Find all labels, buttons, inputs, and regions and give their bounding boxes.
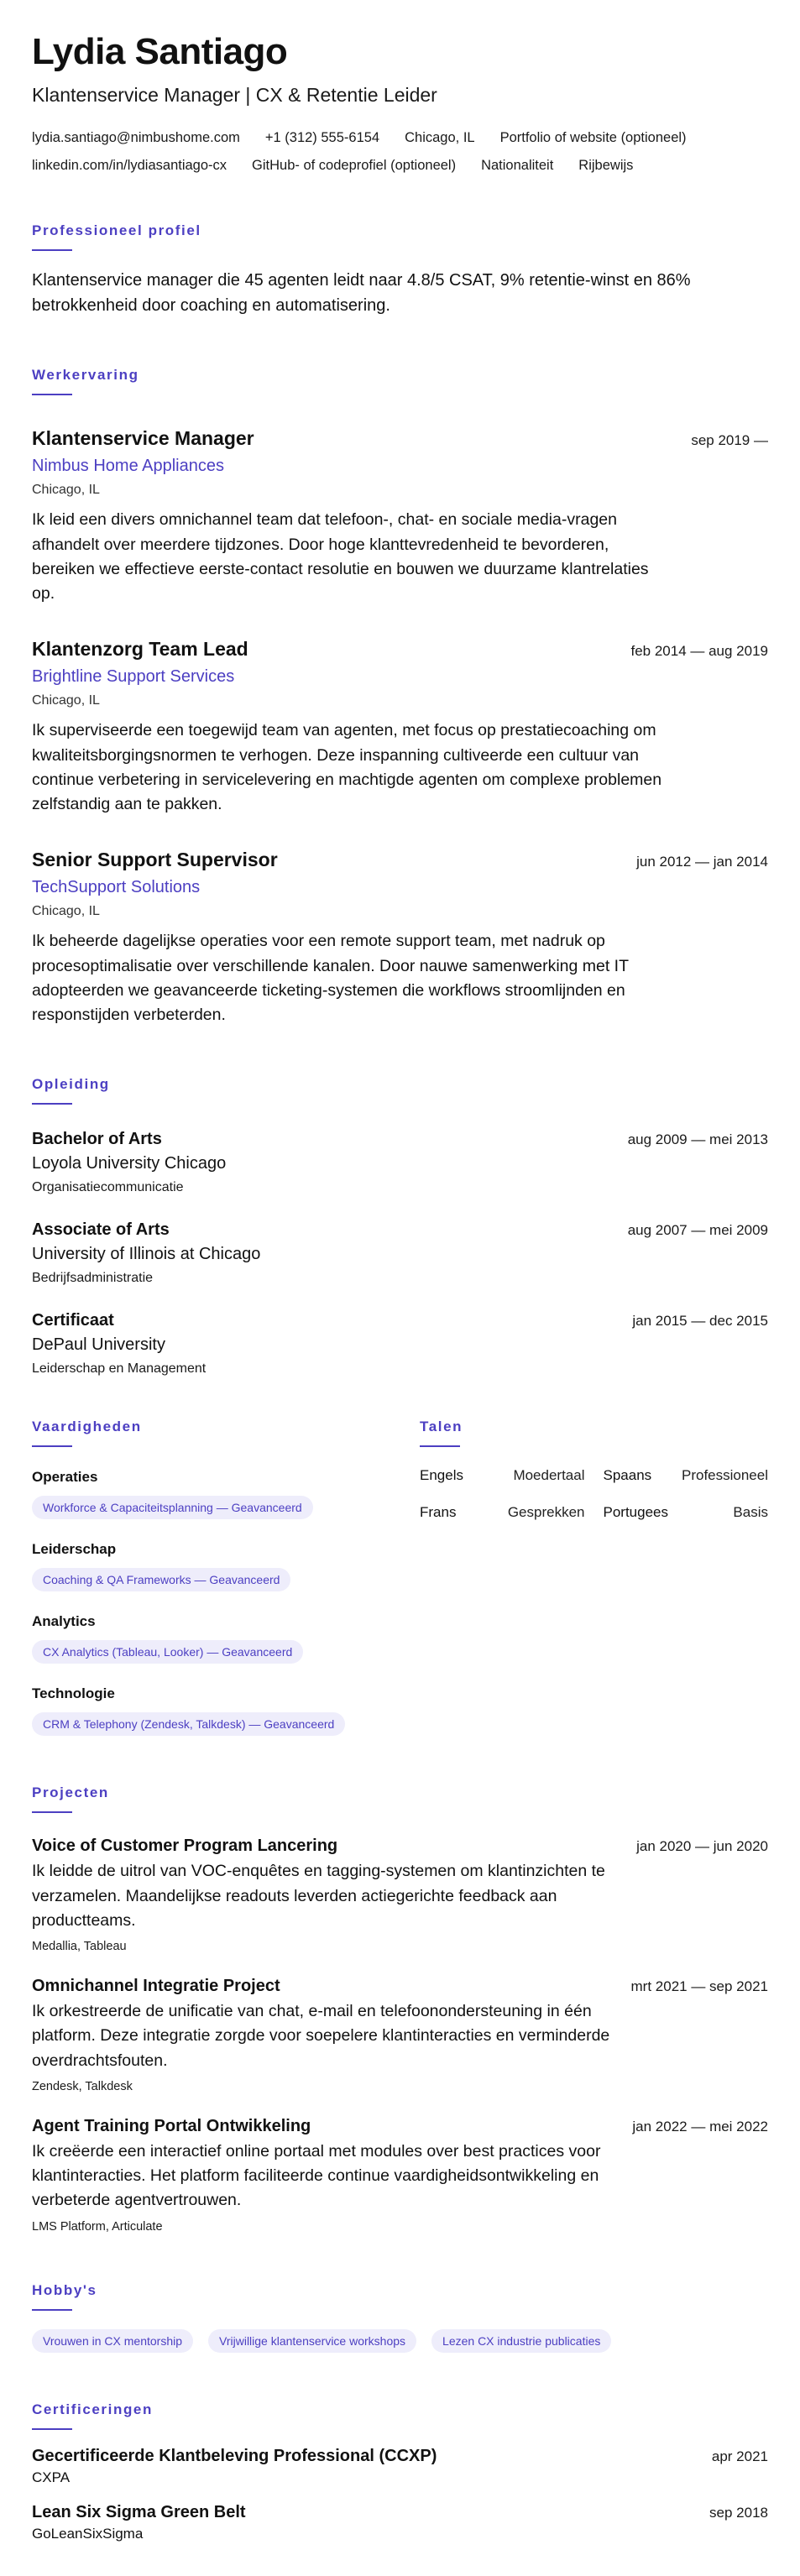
project-title: Omnichannel Integratie Project xyxy=(32,1977,280,1996)
section-divider xyxy=(32,2309,72,2311)
language-item xyxy=(604,1504,769,1521)
education-degree: Associate of Arts xyxy=(32,1220,170,1240)
project-entry xyxy=(32,1837,768,1953)
education-school: DePaul University xyxy=(32,1335,165,1355)
skill-category: Operaties xyxy=(32,1469,98,1486)
language-level: Moedertaal xyxy=(513,1467,585,1484)
language-list xyxy=(420,1467,768,1521)
education-dates: aug 2009 — mei 2013 xyxy=(627,1131,768,1148)
project-dates: mrt 2021 — sep 2021 xyxy=(630,1978,768,1995)
skill-pill: Coaching & QA Frameworks — Geavanceerd xyxy=(32,1568,290,1591)
job-company: Nimbus Home Appliances xyxy=(32,457,224,476)
job-dates: feb 2014 — aug 2019 xyxy=(630,643,768,660)
education-degree: Bachelor of Arts xyxy=(32,1130,162,1149)
section-title: Projecten xyxy=(32,1784,109,1801)
job-entry xyxy=(32,427,768,606)
candidate-subtitle: Klantenservice Manager | CX & Retentie Leider xyxy=(32,84,437,107)
language-name: Frans xyxy=(420,1504,457,1521)
skill-pill: CRM & Telephony (Zendesk, Talkdesk) — Geavanceerd xyxy=(32,1712,345,1736)
skill-category: Analytics xyxy=(32,1613,96,1630)
certification-issuer: CXPA xyxy=(32,2469,71,2485)
language-name: Engels xyxy=(420,1467,463,1484)
profile-text: Klantenservice manager die 45 agenten leidt naar 4.8/5 CSAT, 9% retentie-winst en 86% betrokkenheid door coaching en automatisering. xyxy=(32,271,691,316)
education-field: Leiderschap en Management xyxy=(32,1361,207,1377)
project-tools: Medallia, Tableau xyxy=(32,1940,127,1954)
hobby-list xyxy=(32,2329,768,2353)
skill-pill: Workforce & Capaciteitsplanning — Geavanceerd xyxy=(32,1496,313,1519)
language-level: Gesprekken xyxy=(507,1504,585,1521)
job-location: Chicago, IL xyxy=(32,483,100,498)
education-dates: jan 2015 — dec 2015 xyxy=(632,1313,768,1330)
job-description: Ik superviseerde een toegewijd team van agenten, met focus op prestatiecoaching om kwaliteitsborgingsnormen te verhogen. Deze inspanning cultiveerde een cultuur van continue verbetering in servicelevering en machtigde agenten om complexe problemen zelfstandig aan te pakken. xyxy=(32,721,662,814)
section-title: Certificeringen xyxy=(32,2401,153,2417)
languages-section xyxy=(420,1419,768,1736)
project-tools: Zendesk, Talkdesk xyxy=(32,2079,133,2093)
certification-issuer: GoLeanSixSigma xyxy=(32,2525,144,2542)
contact-license: Rijbewijs xyxy=(578,158,634,174)
certification-entry xyxy=(32,2503,768,2542)
section-divider xyxy=(32,1811,72,1813)
skill-group xyxy=(32,1541,420,1591)
job-description: Ik leid een divers omnichannel team dat telefoon-, chat- en sociale media-vragen afhandelt over meerdere tijdzones. Door hoge klanttevredenheid te bevorderen, bereiken we effectieve eerste-contact resolutie en bouwen we duurzame klantrelaties op. xyxy=(32,510,649,604)
contact-location: Chicago, IL xyxy=(405,130,475,146)
skill-category: Technologie xyxy=(32,1685,115,1702)
certification-title: Lean Six Sigma Green Belt xyxy=(32,2502,246,2521)
skill-group xyxy=(32,1685,420,1736)
hobby-pill: Vrouwen in CX mentorship xyxy=(32,2329,193,2353)
project-title: Agent Training Portal Ontwikkeling xyxy=(32,2116,311,2135)
contact-email[interactable]: lydia.santiago@nimbushome.com xyxy=(32,130,240,146)
project-entry xyxy=(32,1977,768,2093)
education-school: University of Illinois at Chicago xyxy=(32,1245,261,1264)
experience-section xyxy=(32,367,768,1027)
project-description: Ik leidde de uitrol van VOC-enquêtes en tagging-systemen om klantinzichten te verzamelen. Maandelijkse readouts leverden actiegerichte feedback aan productteams. xyxy=(32,1862,605,1930)
education-section xyxy=(32,1076,768,1377)
job-entry xyxy=(32,849,768,1027)
language-level: Basis xyxy=(733,1504,768,1521)
hobby-pill: Vrijwillige klantenservice workshops xyxy=(208,2329,416,2353)
section-divider xyxy=(32,2428,72,2430)
job-description: Ik beheerde dagelijkse operaties voor een remote support team, met nadruk op procesoptimalisatie over verschillende kanalen. Door nauwe samenwerking met IT adopteerden we geavanceerde ticketing-systemen die workflows stroomlijnden en responstijden verbeterden. xyxy=(32,932,629,1025)
contact-github[interactable]: GitHub- of codeprofiel (optioneel) xyxy=(252,158,457,174)
projects-section xyxy=(32,1784,768,2233)
profile-section xyxy=(32,222,768,318)
education-dates: aug 2007 — mei 2009 xyxy=(627,1222,768,1239)
job-company: Brightline Support Services xyxy=(32,667,235,687)
resume-header xyxy=(32,32,768,174)
section-divider xyxy=(32,1445,72,1447)
education-degree: Certificaat xyxy=(32,1311,114,1330)
section-divider xyxy=(32,1103,72,1105)
contact-nationality: Nationaliteit xyxy=(481,158,554,174)
skill-group xyxy=(32,1469,420,1519)
section-divider xyxy=(32,394,72,395)
job-company: TechSupport Solutions xyxy=(32,878,201,897)
language-item xyxy=(420,1504,585,1521)
skill-group xyxy=(32,1613,420,1664)
job-title: Senior Support Supervisor xyxy=(32,849,278,871)
project-tools: LMS Platform, Articulate xyxy=(32,2219,163,2234)
education-entry xyxy=(32,1311,768,1377)
candidate-name: Lydia Santiago xyxy=(32,31,288,72)
job-location: Chicago, IL xyxy=(32,904,100,919)
language-name: Portugees xyxy=(603,1504,668,1521)
job-dates: jun 2012 — jan 2014 xyxy=(636,854,768,870)
section-divider xyxy=(32,249,72,251)
skills-section xyxy=(32,1419,420,1736)
hobby-pill: Lezen CX industrie publicaties xyxy=(431,2329,611,2353)
project-description: Ik creëerde een interactief online portaal met modules over best practices voor klantinteracties. Het platform faciliteerde continue vaardigheidsontwikkeling en verbeterde agentvertrouwen. xyxy=(32,2141,601,2210)
contact-phone[interactable]: +1 (312) 555-6154 xyxy=(264,130,380,146)
section-title: Talen xyxy=(420,1419,463,1435)
language-name: Spaans xyxy=(603,1467,652,1484)
skills-languages-row xyxy=(32,1419,768,1736)
project-title: Voice of Customer Program Lancering xyxy=(32,1837,338,1856)
language-item xyxy=(604,1467,769,1484)
section-title: Opleiding xyxy=(32,1076,110,1093)
education-school: Loyola University Chicago xyxy=(32,1154,227,1173)
hobbies-section xyxy=(32,2282,768,2353)
contact-linkedin[interactable]: linkedin.com/in/lydiasantiago-cx xyxy=(32,158,227,174)
contact-list xyxy=(32,130,768,174)
project-entry xyxy=(32,2117,768,2234)
job-title: Klantenzorg Team Lead xyxy=(32,638,248,661)
section-title: Hobby's xyxy=(32,2281,97,2298)
project-dates: jan 2022 — mei 2022 xyxy=(632,2118,768,2134)
education-field: Organisatiecommunicatie xyxy=(32,1180,184,1195)
project-description: Ik orkestreerde de unificatie van chat, e-mail en telefoonondersteuning in één platform. Deze integratie zorgde voor soepelere klantinteracties en verminderde overdrachtsfouten. xyxy=(32,2002,610,2070)
project-dates: jan 2020 — jun 2020 xyxy=(636,1838,768,1855)
section-title: Professioneel profiel xyxy=(32,222,201,239)
certification-entry xyxy=(32,2447,768,2486)
language-level: Professioneel xyxy=(681,1467,768,1484)
certification-date: sep 2018 xyxy=(709,2504,768,2521)
job-location: Chicago, IL xyxy=(32,693,100,708)
certification-title: Gecertificeerde Klantbeleving Professional (CCXP) xyxy=(32,2446,437,2465)
section-title: Werkervaring xyxy=(32,367,139,384)
certifications-section xyxy=(32,2401,768,2542)
job-dates: sep 2019 — xyxy=(691,432,768,449)
education-entry xyxy=(32,1130,768,1195)
contact-portfolio[interactable]: Portfolio of website (optioneel) xyxy=(499,130,687,146)
language-item xyxy=(420,1467,585,1484)
skill-pill: CX Analytics (Tableau, Looker) — Geavanceerd xyxy=(32,1640,303,1664)
certification-date: apr 2021 xyxy=(711,2448,768,2464)
job-entry xyxy=(32,638,768,817)
section-title: Vaardigheden xyxy=(32,1419,142,1435)
education-entry xyxy=(32,1220,768,1286)
education-field: Bedrijfsadministratie xyxy=(32,1271,154,1286)
skill-category: Leiderschap xyxy=(32,1541,117,1558)
section-divider xyxy=(420,1445,460,1447)
job-title: Klantenservice Manager xyxy=(32,427,254,450)
